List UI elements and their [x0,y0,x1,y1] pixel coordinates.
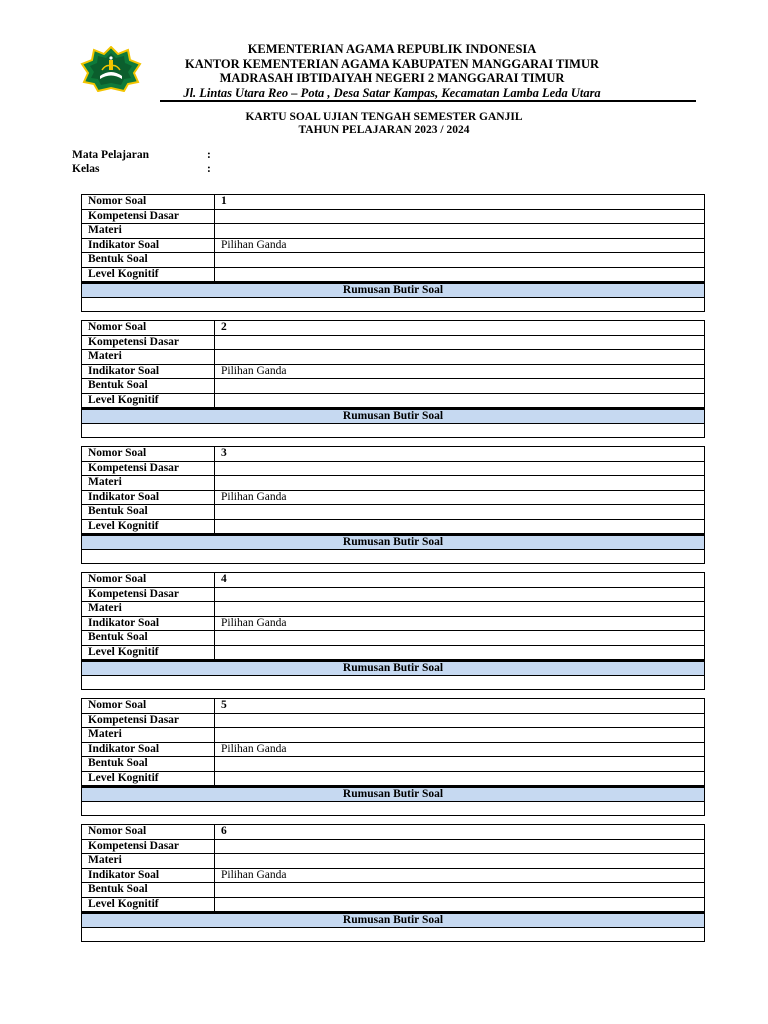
card-row-bentuk [82,253,704,268]
row-value: 1 [221,195,227,207]
card-row-indikator [82,869,704,884]
row-label: Indikator Soal [82,869,215,883]
row-value [215,840,704,854]
row-label: Level Kognitif [82,394,215,408]
row-value [215,350,704,364]
rumusan-header: Rumusan Butir Soal [82,408,704,424]
document-title: KARTU SOAL UJIAN TENGAH SEMESTER GANJIL [245,111,523,123]
row-value: Pilihan Ganda [221,616,287,629]
row-value [215,476,704,490]
school-name: MADRASAH IBTIDAIYAH NEGERI 2 MANGGARAI TIMUR [219,71,565,85]
meta-class [72,163,211,176]
academic-year: TAHUN PELAJARAN 2023 / 2024 [298,124,470,136]
letterhead-divider [160,100,696,102]
row-value: 5 [221,699,227,711]
card-row-materi [82,350,704,365]
row-label: Bentuk Soal [82,253,215,267]
card-row-level [82,898,704,913]
row-value: Pilihan Ganda [221,238,287,251]
class-colon: : [207,163,211,175]
card-row-indikator [82,743,704,758]
row-value [215,253,704,267]
row-value [215,336,704,350]
row-label: Bentuk Soal [82,505,215,519]
card-row-kd [82,714,704,729]
row-label: Level Kognitif [82,898,215,912]
card-row-kd [82,210,704,225]
row-value: Pilihan Ganda [221,868,287,881]
row-value [215,883,704,897]
row-value [215,394,704,408]
school-address: Jl. Lintas Utara Reo – Pota , Desa Satar Kampas, Kecamatan Lamba Leda Utara [183,85,601,100]
row-value [215,505,704,519]
row-value [215,224,704,238]
rumusan-header: Rumusan Butir Soal [82,912,704,928]
card-row-kd [82,336,704,351]
row-value: 4 [221,573,227,585]
row-label: Nomor Soal [82,825,215,839]
row-label: Kompetensi Dasar [82,336,215,350]
office-name: KANTOR KEMENTERIAN AGAMA KABUPATEN MANGGARAI TIMUR [184,56,600,71]
row-label: Kompetensi Dasar [82,210,215,224]
card-row-kd [82,840,704,855]
row-label: Level Kognitif [82,646,215,660]
card-row-nomor [82,195,704,210]
row-value: 2 [221,321,227,333]
row-label: Level Kognitif [82,772,215,786]
card-row-level [82,394,704,409]
row-value [215,631,704,645]
question-card [81,194,705,312]
row-label: Bentuk Soal [82,757,215,771]
card-row-kd [82,462,704,477]
row-label: Indikator Soal [82,491,215,505]
row-value [215,210,704,224]
subject-colon: : [207,149,211,161]
row-label: Materi [82,602,215,616]
row-label: Bentuk Soal [82,631,215,645]
row-value: Pilihan Ganda [221,742,287,755]
letterhead [150,42,634,100]
rumusan-header: Rumusan Butir Soal [82,660,704,676]
row-label: Level Kognitif [82,268,215,282]
card-row-bentuk [82,883,704,898]
row-label: Indikator Soal [82,365,215,379]
row-label: Indikator Soal [82,743,215,757]
row-value: Pilihan Ganda [221,364,287,377]
row-label: Materi [82,224,215,238]
rumusan-body [82,676,704,689]
row-value [215,646,704,660]
row-value [215,462,704,476]
card-row-bentuk [82,379,704,394]
rumusan-body [82,550,704,563]
row-label: Nomor Soal [82,321,215,335]
class-label: Kelas [72,163,100,175]
card-row-materi [82,476,704,491]
row-label: Indikator Soal [82,239,215,253]
row-label: Nomor Soal [82,195,215,209]
rumusan-body [82,802,704,815]
row-label: Kompetensi Dasar [82,714,215,728]
question-card [81,572,705,690]
question-card [81,446,705,564]
row-label: Nomor Soal [82,699,215,713]
row-label: Kompetensi Dasar [82,588,215,602]
row-label: Bentuk Soal [82,379,215,393]
row-value [215,602,704,616]
meta-subject [72,149,211,162]
row-label: Materi [82,350,215,364]
row-value: 3 [221,447,227,459]
kemenag-logo-icon [80,46,142,92]
card-row-nomor [82,825,704,840]
card-row-materi [82,602,704,617]
rumusan-header: Rumusan Butir Soal [82,282,704,298]
card-row-level [82,268,704,283]
card-row-materi [82,854,704,869]
question-card [81,698,705,816]
row-value [215,728,704,742]
row-label: Materi [82,854,215,868]
card-row-nomor [82,447,704,462]
row-value [215,757,704,771]
row-value [215,772,704,786]
card-row-indikator [82,239,704,254]
row-value [215,268,704,282]
row-label: Kompetensi Dasar [82,462,215,476]
card-row-indikator [82,365,704,380]
card-row-nomor [82,699,704,714]
row-value [215,379,704,393]
card-row-level [82,646,704,661]
row-label: Level Kognitif [82,520,215,534]
card-row-indikator [82,617,704,632]
rumusan-header: Rumusan Butir Soal [82,534,704,550]
row-label: Kompetensi Dasar [82,840,215,854]
row-value: Pilihan Ganda [221,490,287,503]
rumusan-body [82,928,704,941]
card-row-indikator [82,491,704,506]
row-value: 6 [221,825,227,837]
rumusan-body [82,298,704,311]
row-label: Indikator Soal [82,617,215,631]
rumusan-header: Rumusan Butir Soal [82,786,704,802]
row-value [215,714,704,728]
card-row-bentuk [82,757,704,772]
card-row-level [82,772,704,787]
row-value [215,588,704,602]
card-row-level [82,520,704,535]
card-row-materi [82,224,704,239]
card-row-bentuk [82,505,704,520]
rumusan-body [82,424,704,437]
row-label: Nomor Soal [82,573,215,587]
row-value [215,898,704,912]
row-value [215,520,704,534]
row-label: Materi [82,728,215,742]
card-row-nomor [82,573,704,588]
row-value [215,854,704,868]
card-row-nomor [82,321,704,336]
card-row-kd [82,588,704,603]
row-label: Materi [82,476,215,490]
subject-label: Mata Pelajaran [72,149,149,161]
question-card [81,320,705,438]
card-row-bentuk [82,631,704,646]
card-row-materi [82,728,704,743]
row-label: Bentuk Soal [82,883,215,897]
question-card [81,824,705,942]
ministry-name: KEMENTERIAN AGAMA REPUBLIK INDONESIA [247,42,537,56]
row-label: Nomor Soal [82,447,215,461]
